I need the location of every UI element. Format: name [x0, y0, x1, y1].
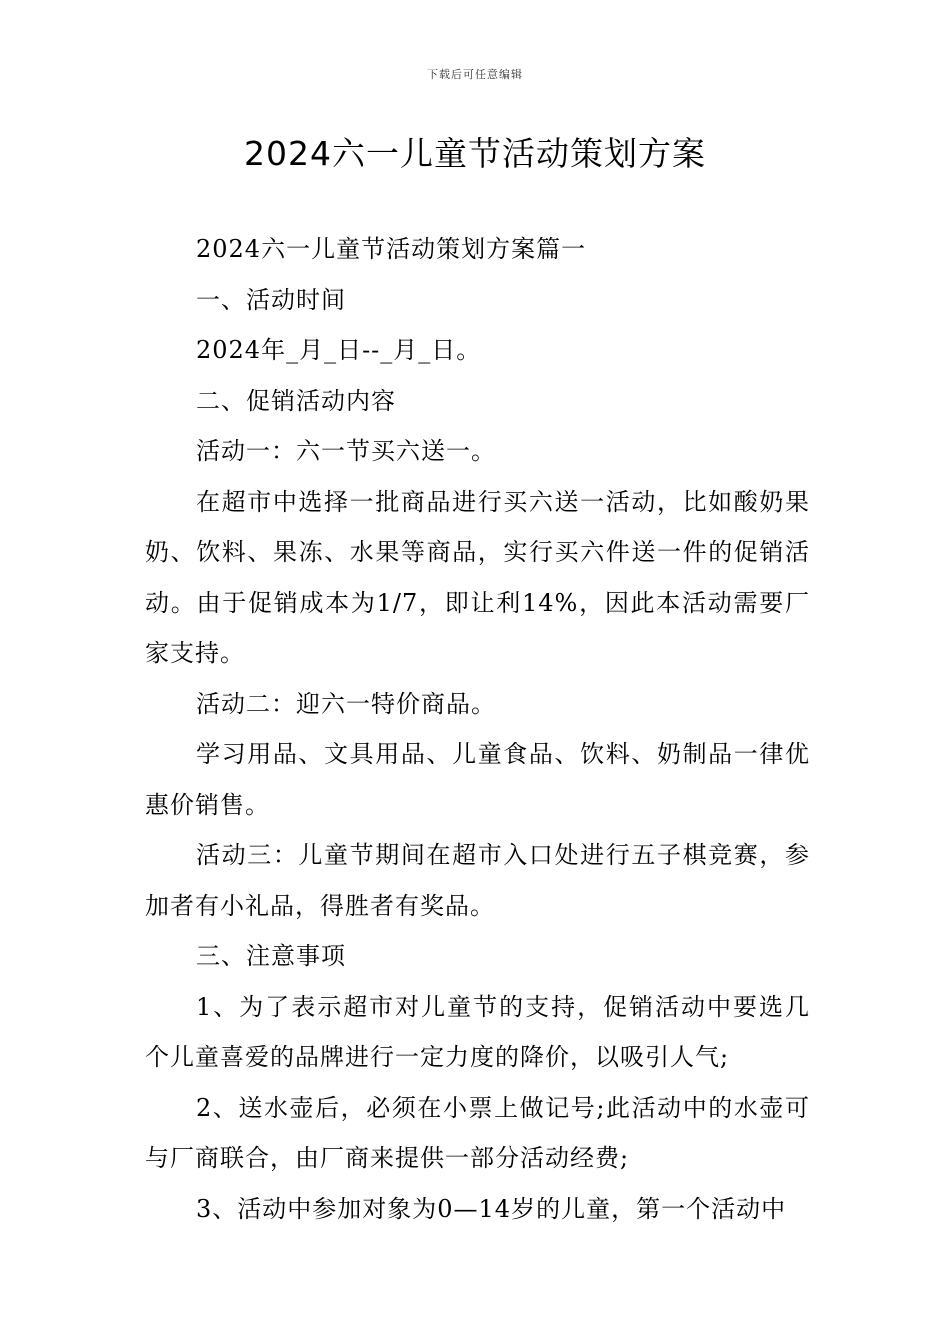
paragraph: 活动三：儿童节期间在超市入口处进行五子棋竞赛，参加者有小礼品，得胜者有奖品。	[145, 841, 810, 920]
paragraph: 1、为了表示超市对儿童节的支持，促销活动中要选几个儿童喜爱的品牌进行一定力度的降价，以吸引人气;	[145, 992, 810, 1071]
paragraph: 2、送水壶后，必须在小票上做记号;此活动中的水壶可与厂商联合，由厂商来提供一部分活动经费;	[145, 1093, 810, 1172]
paragraph: 2024年_月_日--_月_日。	[196, 336, 482, 364]
paragraph: 在超市中选择一批商品进行买六送一活动，比如酸奶果奶、饮料、果冻、水果等商品，实行买六件送一件的促销活动。由于促销成本为1/7，即让利14%，因此本活动需要厂家支持。	[145, 487, 810, 667]
document-body	[145, 224, 810, 1234]
section-heading: 2024六一儿童节活动策划方案篇一	[196, 235, 587, 263]
section-heading: 二、促销活动内容	[196, 386, 396, 415]
paragraph: 3、活动中参加对象为0—14岁的儿童，第一个活动中	[196, 1194, 787, 1223]
header-note: 下载后可任意编辑	[427, 68, 523, 81]
paragraph: 活动二：迎六一特价商品。	[196, 689, 496, 718]
document-title: 2024六一儿童节活动策划方案	[244, 134, 706, 173]
paragraph: 活动一：六一节买六送一。	[196, 437, 496, 465]
paragraph: 学习用品、文具用品、儿童食品、饮料、奶制品一律优惠价销售。	[145, 740, 810, 819]
section-heading: 三、注意事项	[196, 942, 346, 970]
section-heading: 一、活动时间	[196, 285, 346, 314]
